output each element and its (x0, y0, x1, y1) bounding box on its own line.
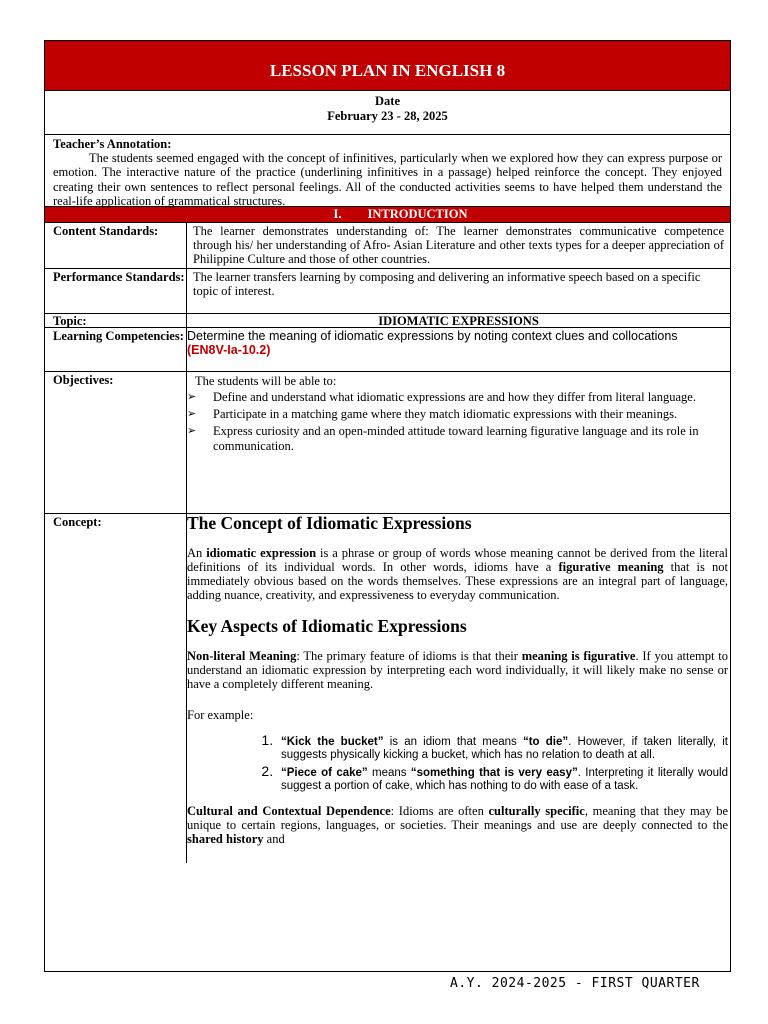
concept-paragraph-1: An idiomatic expression is a phrase or group of words whose meaning cannot be derived from the literal definitions of its individual words. In other words, idioms have a figurative meaning that is not immediately obvious based on the words themselves. These expressions are an integral part of language, adding nuance, creativity, and expressiveness to everyday communication. (187, 545, 728, 602)
performance-standards-text: The learner transfers learning by composing and delivering an informative speech based on a specific topic of interest. (187, 268, 731, 313)
objectives-label: Objectives: (45, 371, 187, 513)
objective-item: ➢ Participate in a matching game where they match idiomatic expressions with their meanings. (187, 406, 678, 421)
content-standards-label: Content Standards: (45, 223, 187, 268)
objectives-intro: The students will be able to: (195, 373, 337, 388)
learning-competencies-text: Determine the meaning of idiomatic expressions by noting context clues and collocations (187, 328, 678, 343)
concept-label: Concept: (45, 513, 187, 863)
concept-row (45, 513, 730, 863)
topic-row (45, 313, 730, 327)
concept-heading: The Concept of Idiomatic Expressions (187, 512, 472, 533)
arrow-bullet-icon: ➢ (187, 407, 197, 420)
content-standards-row (45, 223, 730, 268)
annotation-label: Teacher’s Annotation: (53, 137, 172, 151)
lesson-plan-document (44, 40, 731, 972)
example-intro: For example: (187, 707, 254, 722)
document-title: LESSON PLAN IN ENGLISH 8 (269, 60, 506, 80)
competency-code: (EN8V-Ia-10.2) (187, 342, 271, 357)
objectives-cell (187, 371, 731, 513)
performance-standards-row (45, 268, 730, 313)
title-banner (45, 41, 730, 91)
learning-competencies-label: Learning Competencies: (45, 327, 187, 371)
objectives-row (45, 371, 730, 513)
section-title: INTRODUCTION (367, 207, 468, 221)
learning-competencies-row (45, 327, 730, 371)
example-item: 2. “Piece of cake” means “something that is very easy”. Interpreting it literally would suggest a portion of cake, which has nothing to do with ease of a task. (277, 765, 728, 794)
date-value: February 23 - 28, 2025 (327, 109, 448, 123)
arrow-bullet-icon: ➢ (187, 424, 197, 437)
date-section (45, 91, 730, 135)
examples-list (187, 734, 728, 794)
topic-label: Topic: (45, 313, 187, 327)
learning-competencies-cell (187, 327, 731, 371)
section-number: I. (333, 207, 342, 221)
content-standards-text: The learner demonstrates understanding of: The learner demonstrates communicative competence through his/ her understanding of Afro- Asian Literature and other texts types for a deeper appreciation of Philippine Culture and those of other countries. (187, 223, 731, 268)
non-literal-paragraph: Non-literal Meaning: The primary feature of idioms is that their meaning is figurative. If you attempt to understand an idiomatic expression by interpreting each word individually, it will likely make no sense or have a completely different meaning. (187, 648, 728, 691)
example-item: 1. “Kick the bucket” is an idiom that means “to die”. However, if taken literally, it suggests physically kicking a bucket, which has no relation to death at all. (277, 734, 728, 763)
objective-item: ➢ Express curiosity and an open-minded attitude toward learning figurative language and its role in communication. (187, 423, 699, 453)
key-aspects-heading: Key Aspects of Idiomatic Expressions (187, 615, 467, 636)
date-label: Date (375, 94, 400, 108)
footer-quarter: A.Y. 2024-2025 - FIRST QUARTER (450, 976, 700, 991)
section-header (45, 207, 730, 223)
arrow-bullet-icon: ➢ (187, 390, 197, 403)
objectives-list (187, 390, 724, 454)
cultural-paragraph: Cultural and Contextual Dependence: Idioms are often culturally specific, meaning that they may be unique to certain regions, languages, or societies. Their meanings and use are deeply connected to the shared history and (187, 803, 728, 846)
annotation-text: The students seemed engaged with the concept of infinitives, particularly when we explored how they can express purpose or emotion. The interactive nature of the practice (underlining infinitives in a passage) helped reinforce the concept. They enjoyed creating their own sentences to reflect personal feelings. All of the conducted activities seems to have helped them understand the real-life application of grammatical structures. (53, 151, 722, 208)
teacher-annotation (45, 135, 730, 207)
lesson-table (45, 223, 730, 863)
objective-item: ➢ Define and understand what idiomatic expressions are and how they differ from literal language. (187, 389, 696, 404)
topic-value: IDIOMATIC EXPRESSIONS (187, 313, 731, 327)
concept-cell (187, 513, 731, 863)
performance-standards-label: Performance Standards: (45, 268, 187, 313)
